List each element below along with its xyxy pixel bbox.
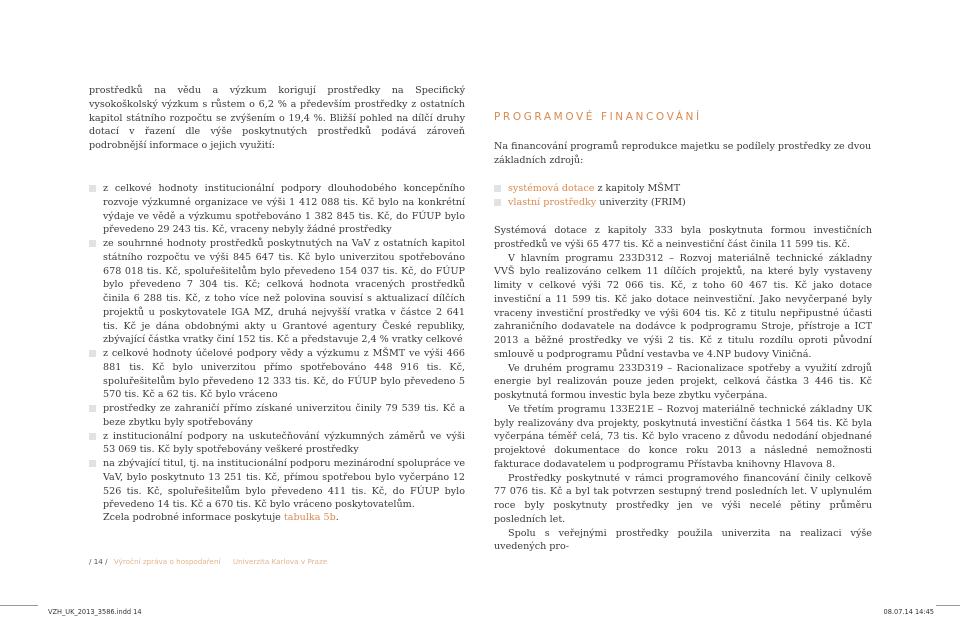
list-item	[494, 182, 872, 196]
list-item	[89, 402, 465, 430]
list-item-text: na zbývající titul, tj. na institucionální podporu mezinárodní spolupráce ve VaV, bylo poskytnuto 13 251 tis. Kč, přímou spotřebou bylo vyčerpáno 12 526 tis. Kč, spoluřešitelům bylo převedeno 411 tis. Kč, do FÚUP bylo převedeno 14 tis. Kč a 670 tis. Kč bylo vráceno poskytovatelům.	[103, 458, 465, 511]
bullet-square-icon	[89, 240, 96, 247]
right-bullet-list	[494, 182, 872, 210]
right-intro-text: Na financování programů reprodukce majetku se podílely prostředky ze dvou základních zdrojů:	[494, 141, 872, 166]
bullet-square-icon	[494, 199, 501, 206]
bullet-square-icon	[89, 185, 96, 192]
list-item	[89, 430, 465, 458]
bullet-square-icon	[494, 185, 501, 192]
crop-mark	[936, 605, 960, 606]
page-number: / 14 /	[89, 557, 108, 566]
left-closing-paragraph	[89, 511, 465, 525]
body-paragraph: Ve druhém programu 233D319 – Racionalizace spotřeby a využití zdrojů energie byl realizován pouze jeden projekt, celková částka 3 446 tis. Kč poskytnutá formou investic byla beze zbytku vyčerpána.	[494, 362, 872, 401]
source-rest: z kapitoly MŠMT	[594, 183, 681, 194]
print-timestamp: 08.07.14 14:45	[883, 608, 934, 616]
body-paragraph: Prostředky poskytnuté v rámci programového financování činily celkově 77 076 tis. Kč a byl tak potvrzen sestupný trend posledních let. V uplynulém roce byly poskytnuty prostředky jen ve výši necelé pětiny průměru posledních let.	[494, 472, 872, 525]
list-item	[89, 347, 465, 402]
crop-mark	[0, 605, 38, 606]
print-info-bar	[0, 605, 960, 636]
university-name: Univerzita Karlova v Praze	[232, 557, 328, 566]
list-item-text: z institucionální podpory na uskutečňování výzkumných záměrů ve výši 53 069 tis. Kč byly spotřebovány veškeré prostředky	[103, 430, 465, 456]
table-reference-link[interactable]: tabulka 5b	[283, 512, 336, 523]
source-rest: univerzity (FRIM)	[596, 196, 686, 208]
bullet-square-icon	[89, 405, 96, 412]
list-item	[494, 196, 872, 210]
body-paragraph: Spolu s veřejnými prostředky použila univerzita na realizaci výše uvedených pro-	[494, 527, 872, 553]
right-intro-paragraph	[494, 140, 872, 168]
page-footer	[89, 557, 327, 566]
list-item	[89, 237, 465, 347]
closing-suffix: .	[335, 512, 339, 523]
left-intro-paragraph	[89, 84, 465, 153]
section-heading: PROGRAMOVÉ FINANCOVÁNÍ	[494, 111, 702, 123]
file-name: VZH_UK_2013_3586.indd 14	[48, 608, 142, 616]
source-accent: systémová dotace	[508, 183, 595, 194]
body-paragraph: Systémová dotace z kapitoly 333 byla poskytnuta formou investičních prostředků ve výši 65 477 tis. Kč a neinvestiční část činila 11 599 tis. Kč.	[494, 225, 872, 250]
left-intro-text: prostředků na vědu a výzkum korigují prostředky na Specifický vysokoškolský výzkum s růstem o 6,2 % a především prostředky z ostatních kapitol státního rozpočtu se zvýšením o 19,4 %. Bližší pohled na dílčí druhy dotací v řazení dle výše poskytnutých prostředků podává zároveň podrobnější informace o jejich využití:	[89, 85, 465, 151]
list-item-text: z celkové hodnoty účelové podpory vědy a výzkumu z MŠMT ve výši 466 881 tis. Kč bylo univerzitou přímo spotřebováno 448 916 tis. Kč, spoluřešitelům bylo převedeno 12 333 tis. Kč, do FÚUP bylo převedeno 5 570 tis. Kč a 62 tis. Kč bylo vráceno	[103, 348, 465, 401]
list-item-text: ze souhrnné hodnoty prostředků poskytnutých na VaV z ostatních kapitol státního rozpočtu ve výši 845 647 tis. Kč bylo univerzitou spotřebováno 678 018 tis. Kč, spoluřešitelům bylo převedeno 154 037 tis. Kč, do FÚUP bylo převedeno 7 304 tis. Kč; celková hodnota vracených prostředků činila 6 288 tis. Kč, z toho více než polovina souvisí s aktualizací dílčích projektů u poskytovatele IGA MZ, druhá nejvyšší vratka v částce 2 641 tis. Kč je dána obdobnými akty u Grantové agentury České republiky, zbývající částka vratky činí 152 tis. Kč a představuje 2,4 % vratky celkové	[103, 238, 465, 346]
right-body	[494, 224, 872, 554]
bullet-square-icon	[89, 350, 96, 357]
body-paragraph: Ve třetím programu 133E21E – Rozvoj materiálně technické základny UK byly realizovány dva projekty, poskytnutá investiční částka 1 564 tis. Kč byla vyčerpána téměř celá, 73 tis. Kč bylo vraceno z důvodu nedodání objednané projektové dokumentace do konce roku 2013 a následné nemožnosti fakturace dodavatelem u podprogramu Přístavba knihovny Hlavova 8.	[494, 403, 872, 470]
body-paragraph: V hlavním programu 233D312 – Rozvoj materiálně technické základny VVŠ bylo realizováno celkem 11 dílčích projektů, na které byly vystaveny limity v celkové výši 72 066 tis. Kč, z toho 60 467 tis. Kč jako dotace investiční a 11 599 tis. Kč jako dotace neinvestiční. Jako nevyčerpané byly vraceny investiční prostředky ve výši 604 tis. Kč z titulu nepřipustné účasti zahraničního dodavatele na dodávce k podprogramu Stroje, přístroje a ICT 2013 a běžné prostředky ve výši 2 tis. Kč z titulu rozdílu oproti původní smlouvě u podprogramu Půdní vestavba ve 4.NP budovy Viničná.	[494, 252, 872, 360]
list-item	[89, 182, 465, 237]
left-bullet-list	[89, 182, 465, 512]
source-accent: vlastní prostředky	[508, 196, 597, 208]
report-title: Výroční zpráva o hospodaření	[113, 557, 221, 566]
list-item	[89, 457, 465, 512]
list-item-text: prostředky ze zahraničí přímo získané univerzitou činily 79 539 tis. Kč a beze zbytku byly spotřebovány	[103, 403, 465, 428]
list-item-text: z celkové hodnoty institucionální podpory dlouhodobého koncepčního rozvoje výzkumné organizace ve výši 1 412 088 tis. Kč bylo na konkrétní výdaje ve vědě a výzkumu spotřebováno 1 382 845 tis. Kč, do FÚUP bylo převedeno 29 243 tis. Kč, vraceny nebyly žádné prostředky	[103, 183, 465, 236]
closing-text: Zcela podrobné informace poskytuje	[103, 512, 284, 523]
bullet-square-icon	[89, 460, 96, 467]
bullet-square-icon	[89, 433, 96, 440]
